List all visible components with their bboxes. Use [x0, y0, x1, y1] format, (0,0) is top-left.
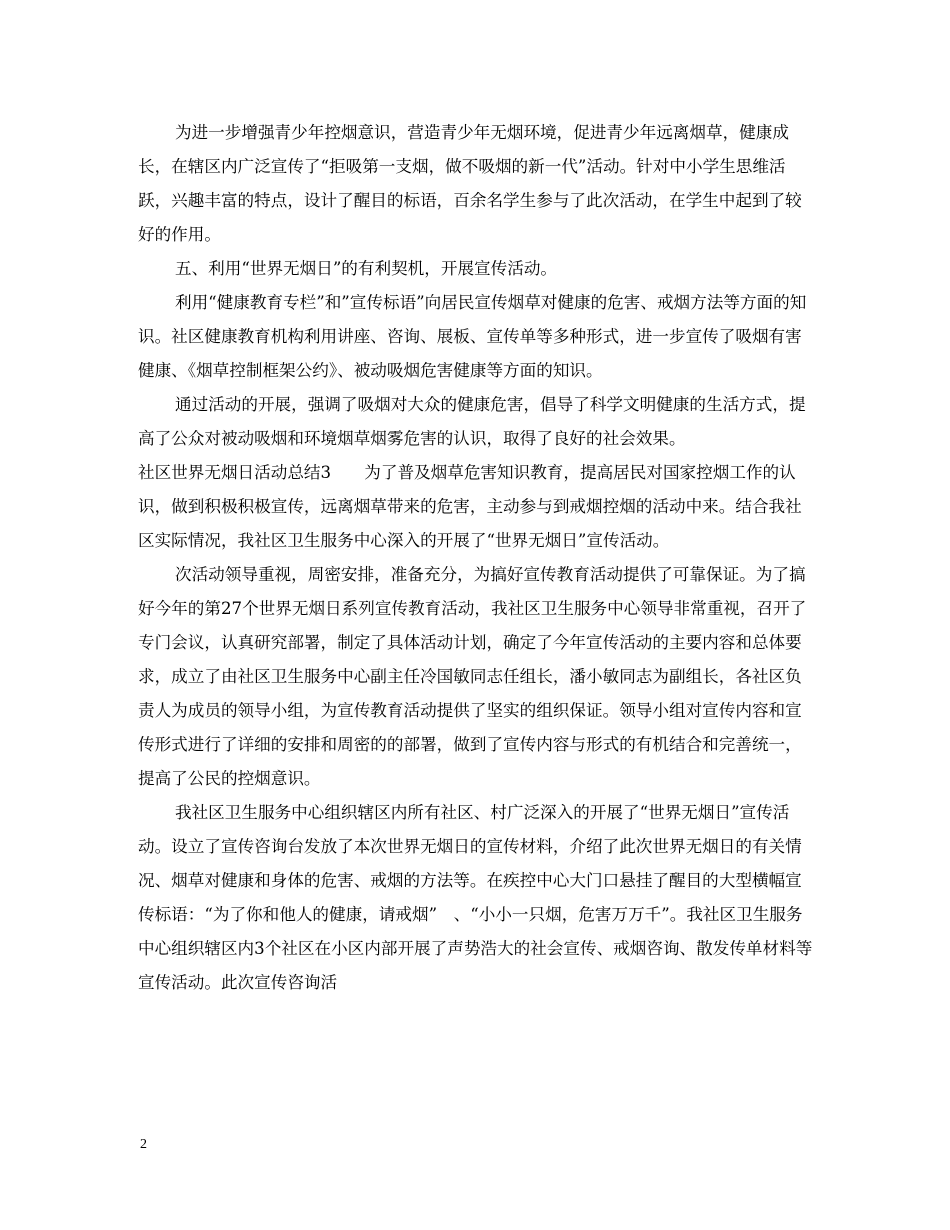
paragraph-health-education: 利用“健康教育专栏”和”宣传标语”向居民宣传烟草对健康的危害、戒烟方法等方面的知识。社区健康教育机构利用讲座、咨询、展板、宣传单等多种形式，进一步宣传了吸烟有害健康、《烟草控制框架公约》、被动吸烟危害健康等方面的知识。 [138, 293, 807, 380]
paragraph-youth-campaign: 为进一步增强青少年控烟意识，营造青少年无烟环境，促进青少年远离烟草，健康成长，在辖区内广泛宣传了“拒吸第一支烟，做不吸烟的新一代”活动。针对中小学生思维活跃，兴趣丰富的特点，设计了醒目的标语，百余名学生参与了此次活动，在学生中起到了较好的作用。 [138, 123, 802, 244]
paragraph-summary-3-intro: 社区世界无烟日活动总结3 为了普及烟草危害知识教育，提高居民对国家控烟工作的认识，做到积极积极宣传，远离烟草带来的危害，主动参与到戒烟控烟的活动中来。结合我社区实际情况，我社区卫生服务中心深入的开展了“世界无烟日”宣传活动。 [138, 463, 802, 550]
paragraph-activity-results: 通过活动的开展，强调了吸烟对大众的健康危害，倡导了科学文明健康的生活方式，提高了公众对被动吸烟和环境烟草烟雾危害的认识，取得了良好的社会效果。 [138, 395, 806, 448]
paragraph-leadership: 次活动领导重视，周密安排，准备充分，为搞好宣传教育活动提供了可靠保证。为了搞好今年的第27个世界无烟日系列宣传教育活动，我社区卫生服务中心领导非常重视，召开了专门会议，认真研究部署，制定了具体活动计划，确定了今年宣传活动的主要内容和总体要求，成立了由社区卫生服务中心副主任冷国敏同志任组长，潘小敏同志为副组长，各社区负责人为成员的领导小组，为宣传教育活动提供了坚实的组织保证。领导小组对宣传内容和宣传形式进行了详细的安排和周密的的部署，做到了宣传内容与形式的有机结合和完善统一，提高了公民的控烟意识。 [138, 565, 807, 788]
page-number: 2 [140, 1137, 147, 1152]
section-heading-world-no-tobacco-day: 五、利用“世界无烟日”的有利契机，开展宣传活动。 [175, 259, 558, 278]
document-body [138, 116, 818, 1000]
paragraph-community-activities: 我社区卫生服务中心组织辖区内所有社区、村广泛深入的开展了“世界无烟日”宣传活动。设立了宣传咨询台发放了本次世界无烟日的宣传材料，介绍了此次世界无烟日的有关情况、烟草对健康和身体的危害、戒烟的方法等。在疾控中心大门口悬挂了醒目的大型横幅宣传标语：“为了你和他人的健康，请戒烟” 、“小小一只烟，危害万万千”。我社区卫生服务中心组织辖区内3个社区在小区内部开展了声势浩大的社会宣传、戒烟咨询、散发传单材料等宣传活动。此次宣传咨询活 [138, 803, 813, 992]
